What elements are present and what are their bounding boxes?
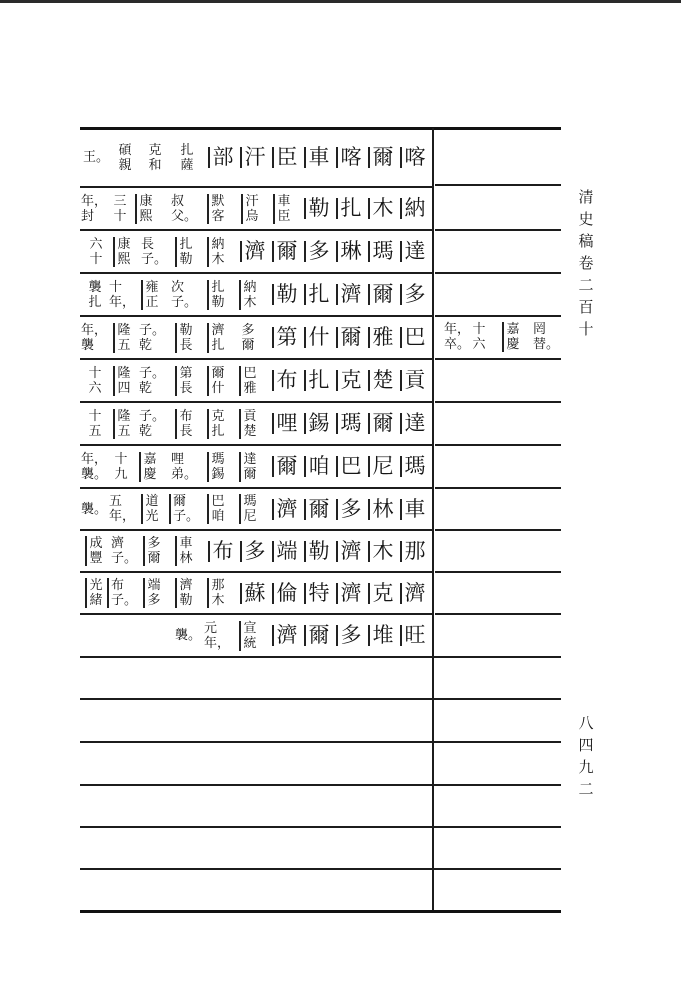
entry-col: 隆 五	[113, 323, 130, 353]
entry-col: 年， 封	[81, 193, 108, 224]
name-char: 喀	[336, 147, 363, 168]
entry-col: 多 爾	[143, 536, 160, 566]
side-rule	[435, 401, 561, 403]
name-char: 貢	[400, 370, 427, 391]
name-char: 濟	[336, 541, 363, 562]
name-char: 多	[304, 241, 331, 262]
name-char: 車	[400, 499, 427, 520]
row-rule	[80, 698, 561, 700]
name-char: 倫	[272, 583, 299, 604]
entry-col: 年， 襲	[81, 322, 108, 353]
name-char: 端	[272, 541, 299, 562]
entry-col: 碩 親	[118, 142, 132, 173]
page-char: 九	[578, 758, 594, 776]
entry-col: 汗 烏	[241, 194, 258, 224]
entry-col: 貢 楚	[239, 409, 256, 439]
page-char: 二	[578, 780, 594, 798]
note-col: 罔 替。	[533, 321, 560, 352]
entry-col: 哩 弟。	[171, 451, 198, 482]
entry-col: 三 十	[113, 193, 127, 224]
side-rule	[435, 444, 561, 446]
entry-col: 扎 薩	[180, 142, 194, 173]
page-char: 八	[578, 714, 594, 732]
name-char: 瑪	[336, 413, 363, 434]
entry-col: 瑪 尼	[239, 494, 256, 524]
entry-col: 巴 咱	[207, 494, 224, 524]
entry-col: 五 年，	[109, 494, 136, 524]
entry-col: 布 長	[175, 409, 192, 439]
entry-col: 長 子。	[141, 236, 168, 267]
name-char: 咱	[304, 456, 331, 477]
page-char: 四	[578, 736, 594, 754]
name-char: 勒	[304, 198, 331, 219]
name-char: 木	[368, 541, 395, 562]
entry-col: 雍 正	[141, 280, 158, 310]
row-rule	[80, 741, 561, 743]
title-char: 清	[578, 188, 594, 206]
name-char: 勒	[272, 284, 299, 305]
table-row	[80, 129, 432, 186]
name-char: 喀	[400, 147, 427, 168]
row-rule	[80, 826, 561, 828]
entry-col: 爾 子。	[169, 494, 199, 524]
row-rule	[80, 784, 561, 786]
entry-col: 襲。	[81, 501, 108, 517]
name-char: 濟	[336, 284, 363, 305]
entry-col: 元 年，	[204, 620, 231, 651]
name-char: 爾	[368, 147, 395, 168]
side-rule	[435, 571, 561, 573]
entry-col: 次 子。	[171, 279, 198, 310]
title-char: 史	[578, 210, 594, 228]
entry-col: 端 多	[143, 578, 160, 608]
name-char: 堆	[368, 625, 395, 646]
name-char: 汗	[240, 147, 267, 168]
entry-col: 子。 乾	[139, 322, 166, 353]
table-row	[80, 231, 432, 272]
entry-col: 納 木	[207, 237, 224, 267]
entry-col: 十 九	[114, 451, 128, 482]
entry-col: 王。	[83, 150, 110, 165]
entry-col: 十 年，	[109, 279, 136, 310]
name-char: 多	[400, 284, 427, 305]
name-char: 爾	[368, 284, 395, 305]
side-rule	[435, 229, 561, 231]
entry-col: 布 子。	[107, 578, 137, 608]
name-char: 蘇	[240, 583, 267, 604]
side-rule	[435, 358, 561, 360]
name-char: 琳	[336, 241, 363, 262]
name-char: 扎	[304, 370, 331, 391]
note-col: 年， 卒。	[444, 321, 471, 352]
name-char: 扎	[336, 198, 363, 219]
name-char: 什	[304, 327, 331, 348]
side-rule	[435, 184, 561, 186]
name-char: 第	[272, 327, 299, 348]
side-rule	[435, 529, 561, 531]
name-char: 爾	[368, 413, 395, 434]
table-row	[80, 573, 432, 613]
table-row	[80, 531, 432, 571]
entry-col: 克 和	[148, 142, 162, 173]
entry-col: 納 木	[239, 280, 256, 310]
note-col: 嘉 慶	[502, 322, 519, 352]
entry-col: 爾 什	[207, 366, 224, 396]
table-row	[80, 489, 432, 529]
name-char: 那	[400, 541, 427, 562]
name-char: 特	[304, 583, 331, 604]
name-char: 多	[240, 541, 267, 562]
table-row	[80, 615, 432, 656]
entry-col: 那 木	[207, 578, 224, 608]
entry-col: 宣 統	[239, 621, 256, 651]
table-row	[80, 446, 432, 487]
entry-col: 默 客	[207, 194, 224, 224]
entry-col: 勒 長	[175, 323, 192, 353]
table-row	[80, 274, 432, 315]
name-char: 巴	[400, 327, 427, 348]
entry-col: 襲。	[175, 628, 202, 643]
entry-col: 十 六	[88, 365, 102, 396]
table-bottom-rule	[80, 910, 561, 913]
row-rule	[80, 656, 561, 658]
name-char: 納	[400, 198, 427, 219]
entry-col: 子。 乾	[139, 408, 166, 439]
entry-col: 扎 勒	[175, 237, 192, 267]
name-char: 雅	[368, 327, 395, 348]
entry-col: 第 長	[175, 366, 192, 396]
name-char: 木	[368, 198, 395, 219]
entry-col: 車 臣	[273, 194, 290, 224]
name-char: 林	[368, 499, 395, 520]
entry-col: 多 爾	[241, 322, 255, 353]
name-char: 爾	[336, 327, 363, 348]
entry-col: 十 五	[88, 408, 102, 439]
name-char: 瑪	[400, 456, 427, 477]
name-char: 濟	[400, 583, 427, 604]
entry-col: 濟 子。	[111, 536, 138, 566]
name-char: 爾	[304, 625, 331, 646]
name-char: 布	[208, 541, 235, 562]
name-char: 爾	[304, 499, 331, 520]
table-row	[80, 317, 432, 358]
name-char: 達	[400, 413, 427, 434]
name-char: 扎	[304, 284, 331, 305]
name-char: 克	[336, 370, 363, 391]
title-char: 百	[578, 298, 594, 316]
title-char: 十	[578, 320, 594, 338]
name-char: 濟	[336, 583, 363, 604]
side-rule	[435, 613, 561, 615]
name-char: 多	[336, 625, 363, 646]
side-note	[435, 315, 561, 358]
entry-col: 瑪 錫	[207, 452, 224, 482]
table-row	[80, 360, 432, 401]
name-char: 爾	[272, 241, 299, 262]
page-number-margin	[572, 712, 600, 800]
table-row	[80, 188, 432, 229]
entry-col: 達 爾	[239, 452, 256, 482]
entry-col: 隆 五	[113, 409, 130, 439]
entry-col: 克 扎	[207, 409, 224, 439]
entry-col: 隆 四	[113, 366, 130, 396]
name-char: 濟	[272, 625, 299, 646]
entry-col: 康 熙	[135, 194, 152, 224]
name-char: 巴	[336, 456, 363, 477]
name-char: 勒	[304, 541, 331, 562]
name-char: 克	[368, 583, 395, 604]
entry-col: 康 熙	[113, 237, 130, 267]
entry-col: 子。 乾	[139, 365, 166, 396]
name-char: 楚	[368, 370, 395, 391]
side-rule	[435, 487, 561, 489]
name-char: 濟	[240, 241, 267, 262]
entry-col: 叔 父。	[171, 193, 198, 224]
entry-col: 扎 勒	[207, 280, 224, 310]
table-row	[80, 403, 432, 444]
name-char: 車	[304, 147, 331, 168]
column-divider	[432, 128, 434, 910]
name-char: 哩	[272, 413, 299, 434]
entry-col: 襲 扎	[88, 279, 102, 310]
side-rule	[435, 272, 561, 274]
entry-col: 道 光	[141, 494, 158, 524]
entry-col: 車 林	[175, 536, 192, 566]
name-char: 尼	[368, 456, 395, 477]
title-char: 二	[578, 276, 594, 294]
entry-col: 濟 扎	[207, 323, 224, 353]
name-char: 爾	[272, 456, 299, 477]
entry-col: 嘉 慶	[139, 452, 156, 482]
name-char: 旺	[400, 625, 427, 646]
name-char: 達	[400, 241, 427, 262]
entry-col: 巴 雅	[239, 366, 256, 396]
top-border	[0, 0, 681, 3]
name-char: 布	[272, 370, 299, 391]
title-char: 卷	[578, 254, 594, 272]
name-char: 部	[208, 147, 235, 168]
note-col: 十 六	[472, 321, 486, 352]
entry-col: 六 十	[89, 236, 103, 267]
entry-col: 成 豐	[85, 536, 102, 566]
entry-col: 濟 勒	[175, 578, 192, 608]
entry-col: 光 緒	[85, 578, 102, 608]
title-char: 稿	[578, 232, 594, 250]
name-char: 錫	[304, 413, 331, 434]
row-rule	[80, 868, 561, 870]
name-char: 臣	[272, 147, 299, 168]
name-char: 濟	[272, 499, 299, 520]
name-char: 瑪	[368, 241, 395, 262]
name-char: 多	[336, 499, 363, 520]
book-title-margin	[572, 186, 600, 340]
entry-col: 年， 襲。	[81, 451, 108, 482]
